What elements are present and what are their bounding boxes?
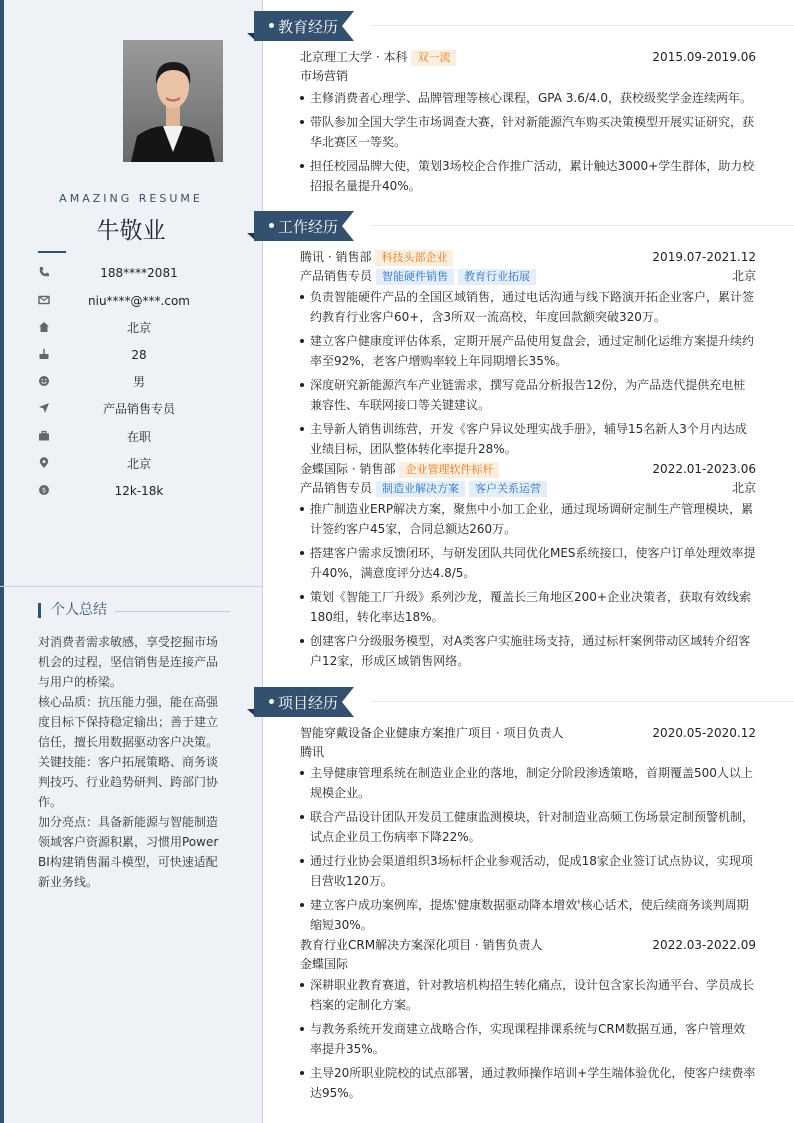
summary-paragraph: 关键技能：客户拓展策略、商务谈判技巧、行业趋势研判、跨部门协作。 [38, 755, 219, 809]
info-gender [38, 373, 248, 393]
school-tag: 双一流 [411, 50, 456, 66]
major: 市场营销 [300, 69, 349, 83]
project-date: 2022.03-2022.09 [652, 938, 756, 952]
project-entry [300, 936, 756, 1107]
summary-paragraph: 加分亮点：具备新能源与智能制造领域客户资源积累，习惯用Power BI构建销售漏斗模型，可快速适配新业务线。 [38, 815, 219, 889]
info-status [38, 428, 248, 448]
info-gender-value: 男 [132, 375, 145, 389]
project-org: 腾讯 [300, 745, 325, 759]
bullet: 建立客户健康度评估体系，定期开展产品使用复盘会，通过定制化运维方案提升续约率至92%，老客户增购率较上年同期增长35%。 [300, 331, 756, 371]
name-underline [38, 251, 66, 253]
info-age [38, 346, 248, 366]
info-location-value: 北京 [126, 457, 151, 471]
sidebar [0, 0, 263, 1123]
project-name: 教育行业CRM解决方案深化项目 · 销售负责人 [300, 938, 543, 952]
summary-paragraph: 核心品质：抗压能力强，能在高强度目标下保持稳定输出；善于建立信任，擅长用数据驱动客户决策。 [38, 695, 219, 749]
info-home [38, 319, 248, 339]
project-header-row [300, 936, 756, 955]
summary-title: 个人总结 [38, 603, 107, 618]
bullet: 主导20所职业院校的试点部署，通过教师操作培训+学生端体验优化，使客户续费率达95%。 [300, 1063, 756, 1103]
project-header-row [300, 724, 756, 743]
summary-rule [115, 611, 230, 612]
summary-paragraph: 对消费者需求敏感，享受挖掘市场机会的过程，坚信销售是连接产品与用户的桥梁。 [38, 635, 219, 689]
section-rule [372, 225, 794, 226]
job-header-row [300, 248, 756, 267]
company-tag: 科技头部企业 [375, 250, 453, 266]
bullet: 深度研究新能源汽车产业链需求，撰写竞品分析报告12份，为产品迭代提供充电桩兼容性、车联网接口等关键建议。 [300, 375, 756, 415]
bullet: 联合产品设计团队开发员工健康监测模块，针对制造业高频工伤场景定制预警机制，试点企业员工伤病率下降22%。 [300, 807, 756, 847]
education-date: 2015.09-2019.06 [652, 50, 756, 64]
bullet: 搭建客户需求反馈闭环，与研发团队共同优化MES系统接口，使客户订单处理效率提升40%，满意度评分达4.8/5。 [300, 543, 756, 583]
project-org: 金蝶国际 [300, 957, 349, 971]
main-content [262, 0, 794, 1123]
bullet: 主修消费者心理学、品牌管理等核心课程，GPA 3.6/4.0，获校级奖学金连续两年。 [300, 88, 756, 108]
bullet: 推广制造业ERP解决方案，聚焦中小加工企业，通过现场调研定制生产管理模块，累计签约客户45家，合同总额达260万。 [300, 499, 756, 539]
sidebar-accent-strip [0, 0, 4, 1123]
bullet: 担任校园品牌大使，策划3场校企合作推广活动，累计触达3000+学生群体，助力校招报名量提升40%。 [300, 156, 756, 196]
info-phone-value: 188****2081 [100, 266, 178, 280]
portrait-illustration [123, 40, 223, 162]
project-date: 2020.05-2020.12 [652, 726, 756, 740]
band-dot [269, 223, 274, 228]
school-name: 北京理工大学 · 本科 [300, 50, 408, 64]
info-salary-value: 12k-18k [114, 484, 164, 498]
bullet: 深耕职业教育赛道，针对教培机构招生转化痛点，设计包含家长沟通平台、学员成长档案的定制化方案。 [300, 975, 756, 1015]
job-role-row [300, 479, 756, 498]
info-age-value: 28 [131, 348, 147, 362]
education-entry [300, 48, 756, 200]
job-bullets [300, 287, 756, 459]
job-date: 2019.07-2021.12 [652, 250, 756, 264]
company-tag: 企业管理软件标杆 [399, 462, 499, 478]
info-email [38, 292, 248, 312]
job-entry [300, 460, 756, 675]
sidebar-divider [0, 586, 262, 587]
education-title: 教育经历 [278, 18, 339, 36]
projects-title: 项目经历 [278, 694, 339, 712]
job-bullets [300, 499, 756, 671]
svg-text:$: $ [41, 486, 47, 495]
job-role: 产品销售专员 [300, 269, 373, 283]
project-bullets [300, 975, 756, 1103]
company-name: 金蝶国际 · 销售部 [300, 462, 396, 476]
section-rule [372, 701, 794, 702]
section-rule [372, 25, 794, 26]
bullet: 主导新人销售训练营，开发《客户异议处理实战手册》，辅导15名新人3个月内达成业绩目标，团队整体转化率提升28%。 [300, 419, 756, 459]
band-dot [269, 699, 274, 704]
info-location [38, 455, 248, 475]
project-name: 智能穿戴设备企业健康方案推广项目 · 项目负责人 [300, 726, 564, 740]
band-fold [247, 233, 255, 240]
bullet: 主导健康管理系统在制造业企业的落地，制定分阶段渗透策略，首期覆盖500人以上规模企业。 [300, 763, 756, 803]
skill-tag: 智能硬件销售 [376, 269, 454, 285]
band-dot [269, 23, 274, 28]
skill-tag: 教育行业拓展 [458, 269, 536, 285]
bullet: 建立客户成功案例库，提炼'健康数据驱动降本增效'核心话术，使后续商务谈判周期缩短30%。 [300, 895, 756, 935]
resume-tagline: AMAZING RESUME [59, 192, 203, 205]
bullet: 与教务系统开发商建立战略合作，实现课程排课系统与CRM数据互通，客户管理效率提升35%。 [300, 1019, 756, 1059]
job-role: 产品销售专员 [300, 481, 373, 495]
band-fold [247, 709, 255, 716]
job-role-row [300, 267, 756, 286]
summary-text [38, 632, 222, 892]
project-bullets [300, 763, 756, 935]
job-entry [300, 248, 756, 463]
skill-tag: 客户关系运营 [469, 481, 547, 497]
info-email-value: niu****@***.com [88, 294, 190, 308]
work-title: 工作经历 [278, 218, 339, 236]
bullet: 策划《智能工厂升级》系列沙龙，覆盖长三角地区200+企业决策者，获取有效线索180组，转化率达18%。 [300, 587, 756, 627]
job-city: 北京 [731, 269, 756, 283]
education-bullets [300, 88, 756, 196]
info-target-role [38, 400, 248, 420]
info-phone [38, 264, 248, 284]
band-fold [247, 33, 255, 40]
job-city: 北京 [731, 481, 756, 495]
skill-tag: 制造业解决方案 [376, 481, 465, 497]
job-header-row [300, 460, 756, 479]
job-date: 2022.01-2023.06 [652, 462, 756, 476]
bullet: 带队参加全国大学生市场调查大赛，针对新能源汽车购买决策模型开展实证研究，获华北赛区一等奖。 [300, 112, 756, 152]
bullet: 负责智能硬件产品的全国区域销售，通过电话沟通与线下路演开拓企业客户，累计签约教育行业客户60+，含3所双一流高校，年度回款额突破320万。 [300, 287, 756, 327]
info-home-value: 北京 [126, 321, 151, 335]
candidate-name: 牛敬业 [96, 218, 166, 244]
project-entry [300, 724, 756, 939]
info-salary [38, 482, 248, 502]
bullet: 创建客户分级服务模型，对A类客户实施驻场支持，通过标杆案例带动区域转介绍客户12家，形成区域销售网络。 [300, 631, 756, 671]
bullet: 通过行业协会渠道组织3场标杆企业参观活动，促成18家企业签订试点协议，实现项目营收120万。 [300, 851, 756, 891]
education-header-row [300, 48, 756, 67]
profile-photo [123, 40, 223, 162]
info-target-role-value: 产品销售专员 [102, 402, 175, 416]
company-name: 腾讯 · 销售部 [300, 250, 372, 264]
info-status-value: 在职 [126, 430, 151, 444]
